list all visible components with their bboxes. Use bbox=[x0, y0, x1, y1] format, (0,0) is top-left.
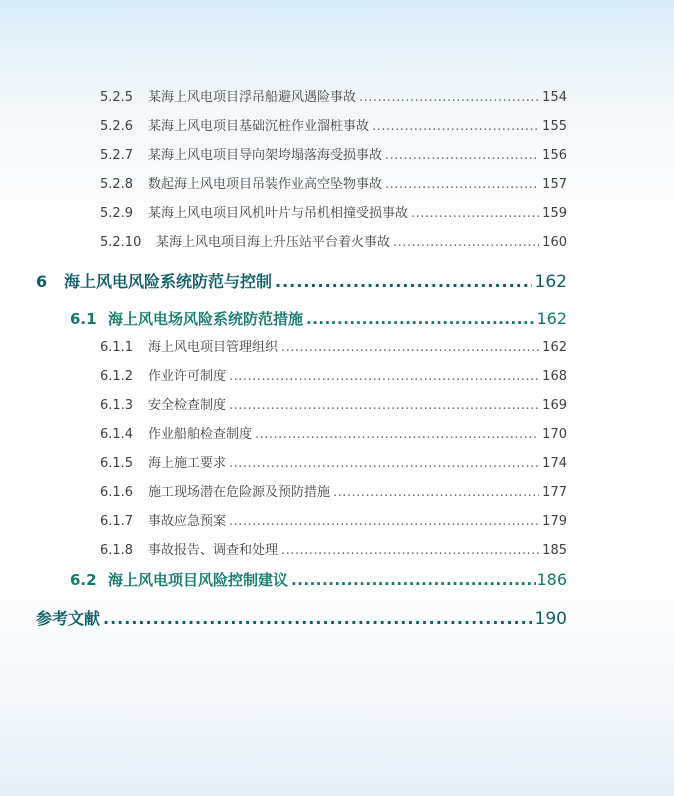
toc-entry-title: 某海上风电项目风机叶片与吊机相撞受损事故 bbox=[148, 206, 409, 221]
toc-entry-page: 162 bbox=[542, 340, 567, 355]
toc-entry-title: 事故应急预案 bbox=[148, 514, 227, 529]
toc-entry-number: 6.1.1 bbox=[100, 340, 134, 355]
toc-entry-title: 事故报告、调查和处理 bbox=[148, 543, 279, 558]
toc-entry-number: 6.1.8 bbox=[100, 543, 134, 558]
toc-entry-page: 179 bbox=[542, 514, 567, 529]
toc-entry-title: 海上风电项目管理组织 bbox=[148, 340, 279, 355]
toc-section-page: 162 bbox=[536, 309, 567, 328]
toc-entry-5-2-5[interactable] bbox=[100, 89, 567, 107]
toc-entry-title: 数起海上风电项目吊装作业高空坠物事故 bbox=[148, 177, 383, 192]
toc-chapter-page: 162 bbox=[534, 272, 567, 292]
toc-entry-5-2-10[interactable] bbox=[100, 234, 567, 252]
toc-leader-dots bbox=[229, 455, 539, 473]
toc-entry-6-1-8[interactable] bbox=[100, 542, 567, 560]
toc-entry-page: 160 bbox=[542, 235, 567, 250]
toc-entry-number: 5.2.10 bbox=[100, 235, 142, 250]
toc-entry-6-1-1[interactable] bbox=[100, 339, 567, 357]
toc-leader-dots bbox=[411, 205, 539, 223]
toc-entry-number: 6.1.3 bbox=[100, 398, 134, 413]
toc-leader-dots bbox=[281, 339, 539, 357]
toc-entry-title: 海上施工要求 bbox=[148, 456, 227, 471]
toc-entry-6-1-3[interactable] bbox=[100, 397, 567, 415]
toc-leader-dots bbox=[255, 426, 539, 444]
toc-leader-dots bbox=[281, 542, 539, 560]
toc-leader-dots bbox=[229, 397, 539, 415]
toc-chapter-6[interactable] bbox=[36, 271, 567, 293]
toc-leader-dots bbox=[333, 484, 539, 502]
toc-entry-title: 作业船舶检查制度 bbox=[148, 427, 253, 442]
toc-entry-page: 168 bbox=[542, 369, 567, 384]
toc-entry-title: 某海上风电项目导向架垮塌落海受损事故 bbox=[148, 148, 383, 163]
toc-entry-page: 174 bbox=[542, 456, 567, 471]
toc-entry-number: 5.2.7 bbox=[100, 148, 134, 163]
toc-section-6-2[interactable] bbox=[70, 570, 567, 590]
toc-entry-page: 185 bbox=[542, 543, 567, 558]
toc-entry-number: 5.2.5 bbox=[100, 90, 134, 105]
toc-entry-title: 施工现场潜在危险源及预防措施 bbox=[148, 485, 331, 500]
toc-entry-6-1-5[interactable] bbox=[100, 455, 567, 473]
toc-entry-title: 作业许可制度 bbox=[148, 369, 227, 384]
toc-entry-page: 155 bbox=[542, 119, 567, 134]
toc-entry-number: 6.1.7 bbox=[100, 514, 134, 529]
toc-entry-page: 177 bbox=[542, 485, 567, 500]
toc-section-number: 6.2 bbox=[70, 571, 97, 589]
toc-section-6-1[interactable] bbox=[70, 309, 567, 329]
toc-entry-title: 安全检查制度 bbox=[148, 398, 227, 413]
toc-entry-5-2-8[interactable] bbox=[100, 176, 567, 194]
toc-section-number: 6.1 bbox=[70, 310, 97, 328]
toc-entry-number: 5.2.6 bbox=[100, 119, 134, 134]
toc-leader-dots bbox=[359, 89, 539, 107]
toc-entry-number: 5.2.8 bbox=[100, 177, 134, 192]
toc-leader-dots bbox=[306, 309, 536, 329]
toc-entry-page: 170 bbox=[542, 427, 567, 442]
toc-leader-dots bbox=[229, 368, 539, 386]
toc-leader-dots bbox=[385, 176, 539, 194]
toc-leader-dots bbox=[372, 118, 539, 136]
toc-entry-number: 6.1.4 bbox=[100, 427, 134, 442]
toc-leader-dots bbox=[103, 608, 532, 630]
toc-entry-6-1-6[interactable] bbox=[100, 484, 567, 502]
toc-entry-title: 某海上风电项目浮吊船避风遇险事故 bbox=[148, 90, 357, 105]
toc-entry-number: 6.1.6 bbox=[100, 485, 134, 500]
toc-chapter-page: 190 bbox=[534, 609, 567, 629]
toc-leader-dots bbox=[393, 234, 539, 252]
toc-entry-5-2-7[interactable] bbox=[100, 147, 567, 165]
toc-entry-page: 169 bbox=[542, 398, 567, 413]
toc-entry-page: 157 bbox=[542, 177, 567, 192]
toc-references[interactable] bbox=[36, 608, 567, 630]
toc-leader-dots bbox=[275, 271, 532, 293]
toc-entry-number: 6.1.5 bbox=[100, 456, 134, 471]
toc-entry-number: 5.2.9 bbox=[100, 206, 134, 221]
toc-entry-6-1-2[interactable] bbox=[100, 368, 567, 386]
toc-chapter-title: 海上风电风险系统防范与控制 bbox=[64, 272, 273, 291]
toc-section-title: 海上风电场风险系统防范措施 bbox=[108, 310, 304, 328]
toc-leader-dots bbox=[385, 147, 539, 165]
toc-section-title: 海上风电项目风险控制建议 bbox=[108, 571, 289, 589]
toc-entry-page: 159 bbox=[542, 206, 567, 221]
toc-entry-page: 156 bbox=[542, 148, 567, 163]
toc-leader-dots bbox=[229, 513, 539, 531]
toc-entry-page: 154 bbox=[542, 90, 567, 105]
toc-entry-5-2-9[interactable] bbox=[100, 205, 567, 223]
toc-entry-6-1-4[interactable] bbox=[100, 426, 567, 444]
toc-entry-title: 某海上风电项目海上升压站平台着火事故 bbox=[156, 235, 391, 250]
toc-chapter-title: 参考文献 bbox=[36, 609, 101, 628]
toc-entry-title: 某海上风电项目基础沉桩作业溜桩事故 bbox=[148, 119, 370, 134]
toc-entry-6-1-7[interactable] bbox=[100, 513, 567, 531]
toc-section-page: 186 bbox=[536, 570, 567, 589]
toc-entry-number: 6.1.2 bbox=[100, 369, 134, 384]
toc-chapter-number: 6 bbox=[36, 272, 48, 291]
toc-leader-dots bbox=[291, 570, 536, 590]
toc-entry-5-2-6[interactable] bbox=[100, 118, 567, 136]
